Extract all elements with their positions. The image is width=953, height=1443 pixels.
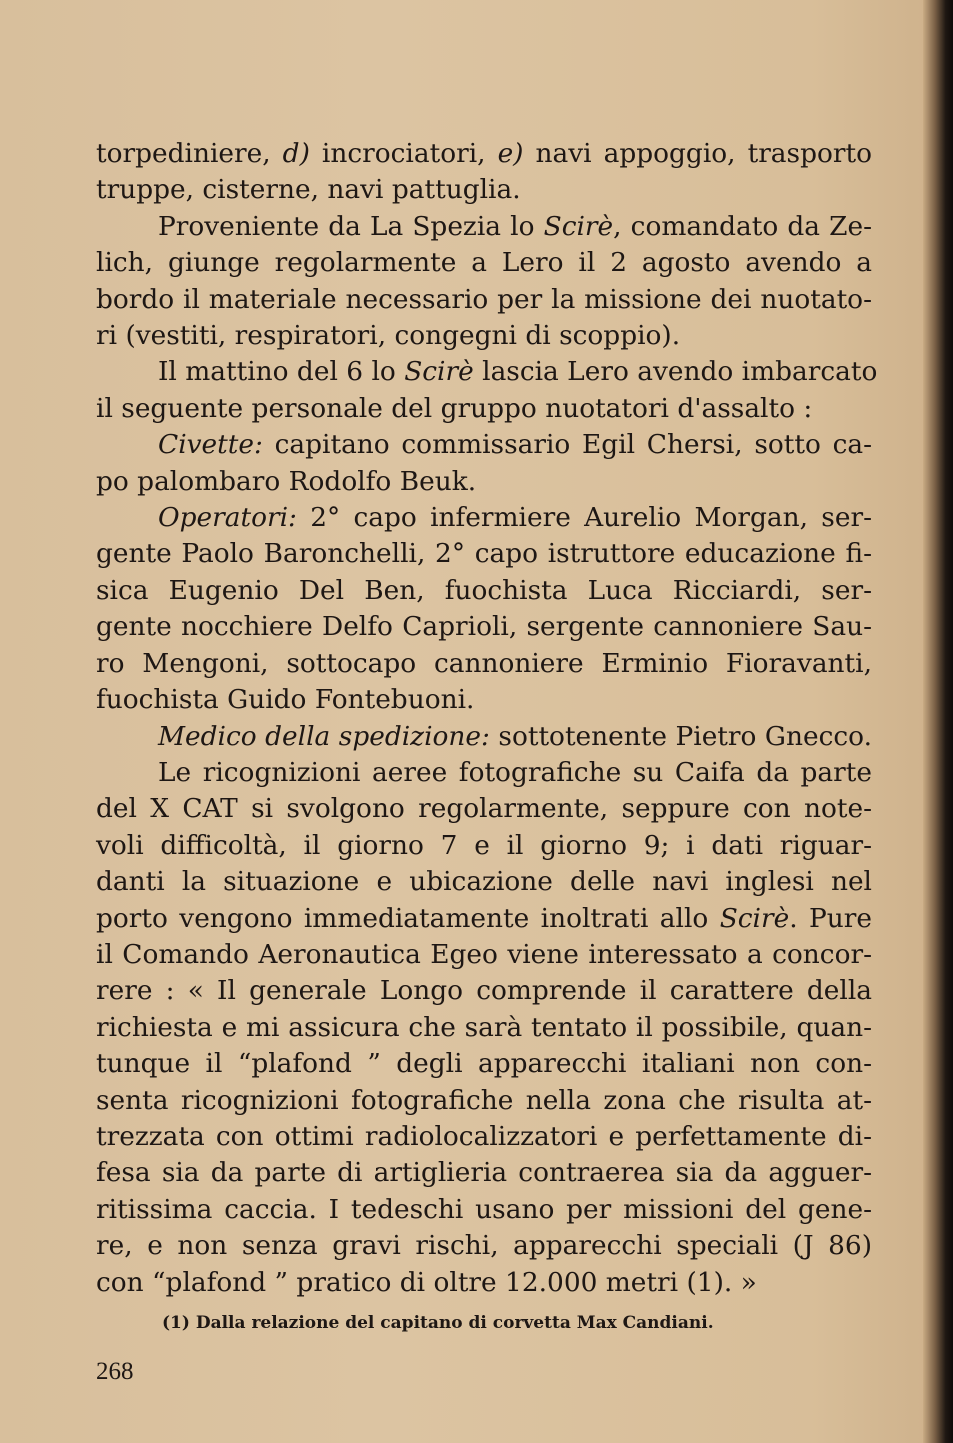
page-number: 268 — [96, 1358, 134, 1385]
text-line: fuochista Guido Fontebuoni. — [96, 684, 475, 716]
text-line: senta ricognizioni fotografiche nella zona che risulta at- — [96, 1084, 872, 1116]
body-text — [96, 136, 878, 1301]
text-line: bordo il materiale necessario per la missione dei nuotato- — [96, 283, 872, 315]
text-line: rere : « Il generale Longo comprende il carattere della — [96, 975, 872, 1007]
text-line: voli difficoltà, il giorno 7 e il giorno 9; i dati riguar- — [96, 829, 872, 861]
text-line: Civette: capitano commissario Egil Chersi, sotto ca- — [158, 429, 872, 461]
book-binding-shadow — [923, 0, 953, 1443]
text-line: re, e non senza gravi rischi, apparecchi speciali (J 86) — [96, 1230, 872, 1262]
text-line: del X CAT si svolgono regolarmente, seppure con note- — [96, 793, 872, 825]
text-line: po palombaro Rodolfo Beuk. — [96, 465, 477, 497]
text-line: lich, giunge regolarmente a Lero il 2 agosto avendo a — [96, 247, 872, 279]
footnote: (1) Dalla relazione del capitano di corvetta Max Candiani. — [162, 1313, 714, 1333]
text-line: Le ricognizioni aeree fotografiche su Caifa da parte — [158, 756, 872, 788]
text-line: ritissima caccia. I tedeschi usano per missioni del gene- — [96, 1193, 872, 1225]
text-line: Operatori: 2° capo infermiere Aurelio Morgan, ser- — [158, 502, 872, 534]
text-line: porto vengono immediatamente inoltrati allo Scirè. Pure — [96, 902, 872, 934]
text-line: Proveniente da La Spezia lo Scirè, comandato da Ze- — [158, 210, 872, 242]
text-line: Il mattino del 6 lo Scirè lascia Lero avendo imbarcato — [158, 356, 878, 388]
text-line: torpediniere, d) incrociatori, e) navi appoggio, trasporto — [96, 138, 872, 169]
text-line: tunque il “plafond ” degli apparecchi italiani non con- — [96, 1048, 872, 1080]
text-line: richiesta e mi assicura che sarà tentato il possibile, quan- — [96, 1011, 872, 1043]
text-line: trezzata con ottimi radiolocalizzatori e perfettamente di- — [96, 1120, 872, 1152]
text-line: gente nocchiere Delfo Caprioli, sergente cannoniere Sau- — [96, 611, 872, 643]
text-line: truppe, cisterne, navi pattuglia. — [96, 174, 521, 206]
text-line: gente Paolo Baronchelli, 2° capo istruttore educazione fi- — [96, 538, 872, 570]
text-line: il Comando Aeronautica Egeo viene interessato a concor- — [96, 938, 872, 970]
text-line: fesa sia da parte di artiglieria contraerea sia da agguer- — [96, 1157, 872, 1189]
text-line: danti la situazione e ubicazione delle navi inglesi nel — [96, 866, 872, 898]
text-line: con “plafond ” pratico di oltre 12.000 metri (1). » — [96, 1266, 757, 1298]
text-line: ri (vestiti, respiratori, congegni di scoppio). — [96, 320, 681, 352]
text-line: sica Eugenio Del Ben, fuochista Luca Ricciardi, ser- — [96, 574, 872, 606]
text-line: il seguente personale del gruppo nuotatori d'assalto : — [96, 392, 813, 424]
text-line: Medico della spedizione: sottotenente Pietro Gnecco. — [158, 720, 872, 752]
text-line: ro Mengoni, sottocapo cannoniere Erminio Fioravanti, — [96, 647, 872, 679]
